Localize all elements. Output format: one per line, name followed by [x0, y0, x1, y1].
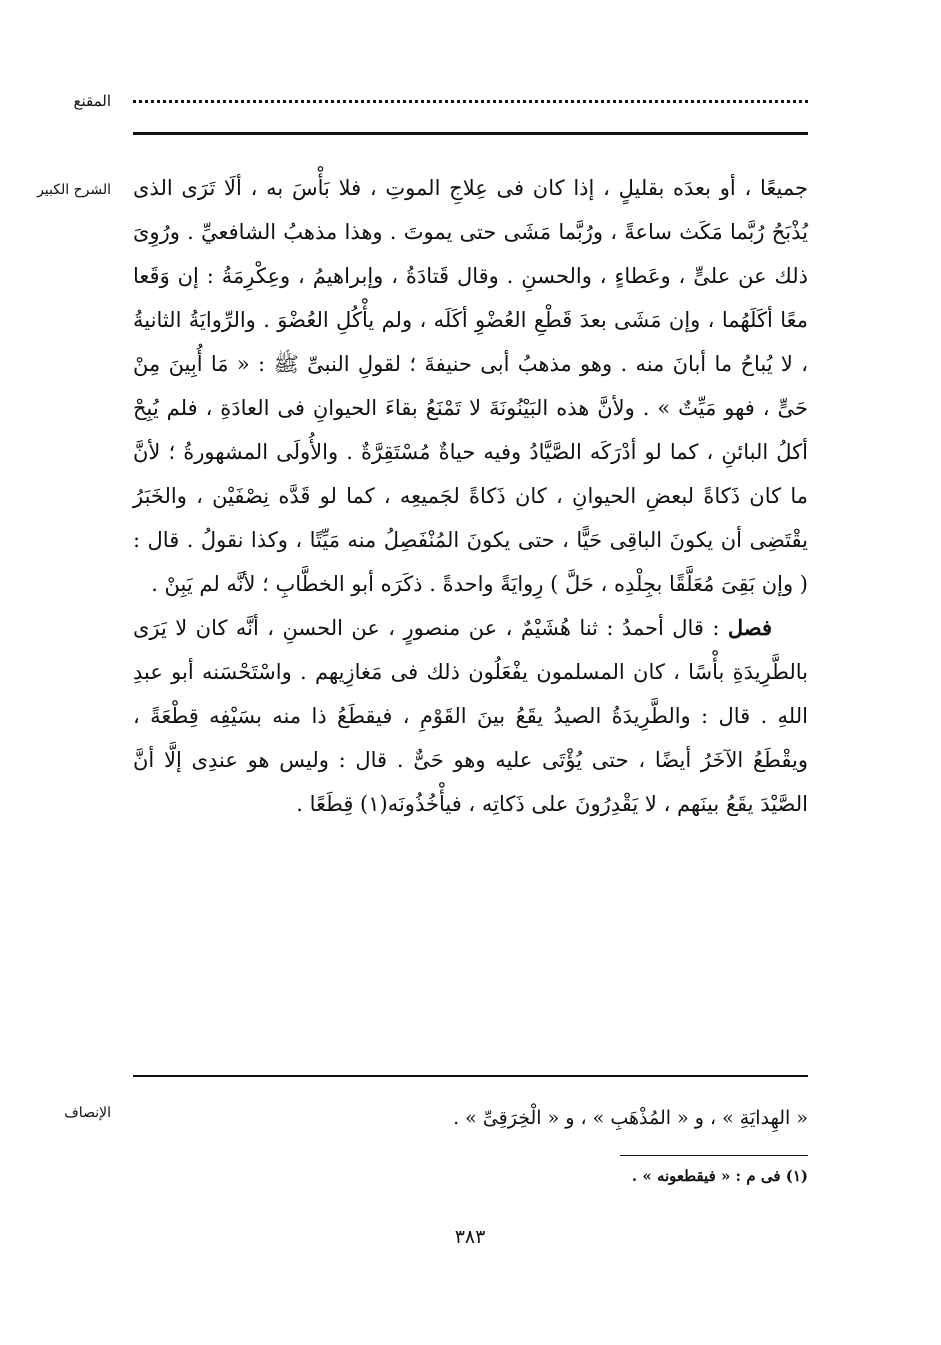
paragraph-1: جميعًا ، أو بعدَه بقليلٍ ، إذا كان فى عِلاجِ الموتِ ، فلا بَأْسَ به ، ألَا تَرَى الذى يُذْبَحُ رُبَّما مَكَث ساعةً ، ورُبَّما مَشَى حتى يموتَ . وهذا مذهبُ الشافعيِّ . ورُوِىَ ذلك عن علىٍّ ، وعَطاءٍ ، والحسنِ . وقال قَتادَةُ ، وإبراهيمُ ، وعِكْرِمَةُ : إن وَقَعا معًا أكَلَهُما ، وإن مَشَى بعدَ قَطْعِ العُضْوِ أكَلَه ، ولم يأْكُلِ العُضْوَ . والرِّوايَةُ الثانيةُ ، لا يُباحُ ما أبانَ منه . وهو مذهبُ أبى حنيفةَ ؛ لقولِ النبىِّ ﷺ : « مَا أُبِينَ مِنْ حَىٍّ ، فهو مَيِّتٌ » . ولأنَّ هذه البَيْنُونَةَ لا تَمْنَعُ بقاءَ الحيوانِ فى العادَةِ ، فلم يُبِحْ أكلُ البائنِ ، كما لو أدْرَكَه الصَّيَّادُ وفيه حياةٌ مُسْتَقِرَّةٌ . والأُولَى المشهورةُ ؛ لأنَّ ما كان ذَكاةً لبعضِ الحيوانِ ، كان ذَكاةً لجَميعِه ، كما لو قَدَّه نِصْفَيْن ، والخَبَرُ يقْتَضِى أن يكونَ الباقِى حَيًّا ، حتى يكونَ المُنْفَصِلُ منه مَيِّتًا ، وكذا نقولُ . قال : ( وإن بَقِىَ مُعَلَّقًا بجِلْدِه ، حَلَّ ) رِوايَةً واحدةً . ذكَرَه أبو الخطَّابِ ؛ لأنَّه لم يَبِنْ .	[133, 176, 808, 596]
header-dotted-rule	[133, 100, 808, 103]
main-text	[133, 166, 808, 826]
section-divider	[133, 1075, 808, 1077]
header-rule	[133, 132, 808, 135]
insaf-text: « الهِدايَةِ » ، و « المُذْهَبِ » ، و « الْخِرَقِىِّ » .	[453, 1107, 808, 1129]
header-book-title: المقنع	[73, 92, 111, 110]
side-label-sharh: الشرح الكبير	[37, 182, 111, 198]
footnote-rule	[620, 1155, 808, 1156]
paragraph-2	[133, 606, 808, 826]
page-number: ٣٨٣	[454, 1226, 486, 1248]
fasl-heading: فصل	[727, 615, 772, 640]
paragraph-2-text: : قال أحمدُ : ثنا هُشَيْمٌ ، عن منصورٍ ، عن الحسنِ ، أنَّه كان لا يَرَى بالطَّرِيدَةِ بأْسًا ، كان المسلمون يفْعَلُون ذلك فى مَغازِيهم . واسْتَحْسَنه أبو عبدِ اللهِ . قال : والطَّرِيدَةُ الصيدُ يقَعُ بينَ القَوْمِ ، فيقطَعُ ذا منه بسَيْفِه قِطْعَةً ، ويقْطَعُ الآخَرُ أيضًا ، حتى يُؤْتَى عليه وهو حَىٌّ . قال : وليس هو عندِى إلَّا أنَّ الصَّيْدَ يقَعُ بينَهم ، لا يَقْدِرُونَ على ذَكاتِه ، فيأْخُذُونَه(١) قِطَعًا .	[133, 616, 808, 816]
footnote: (١) فى م : « فيقطعونه » .	[631, 1167, 808, 1185]
side-label-insaf: الإنصاف	[64, 1105, 111, 1121]
